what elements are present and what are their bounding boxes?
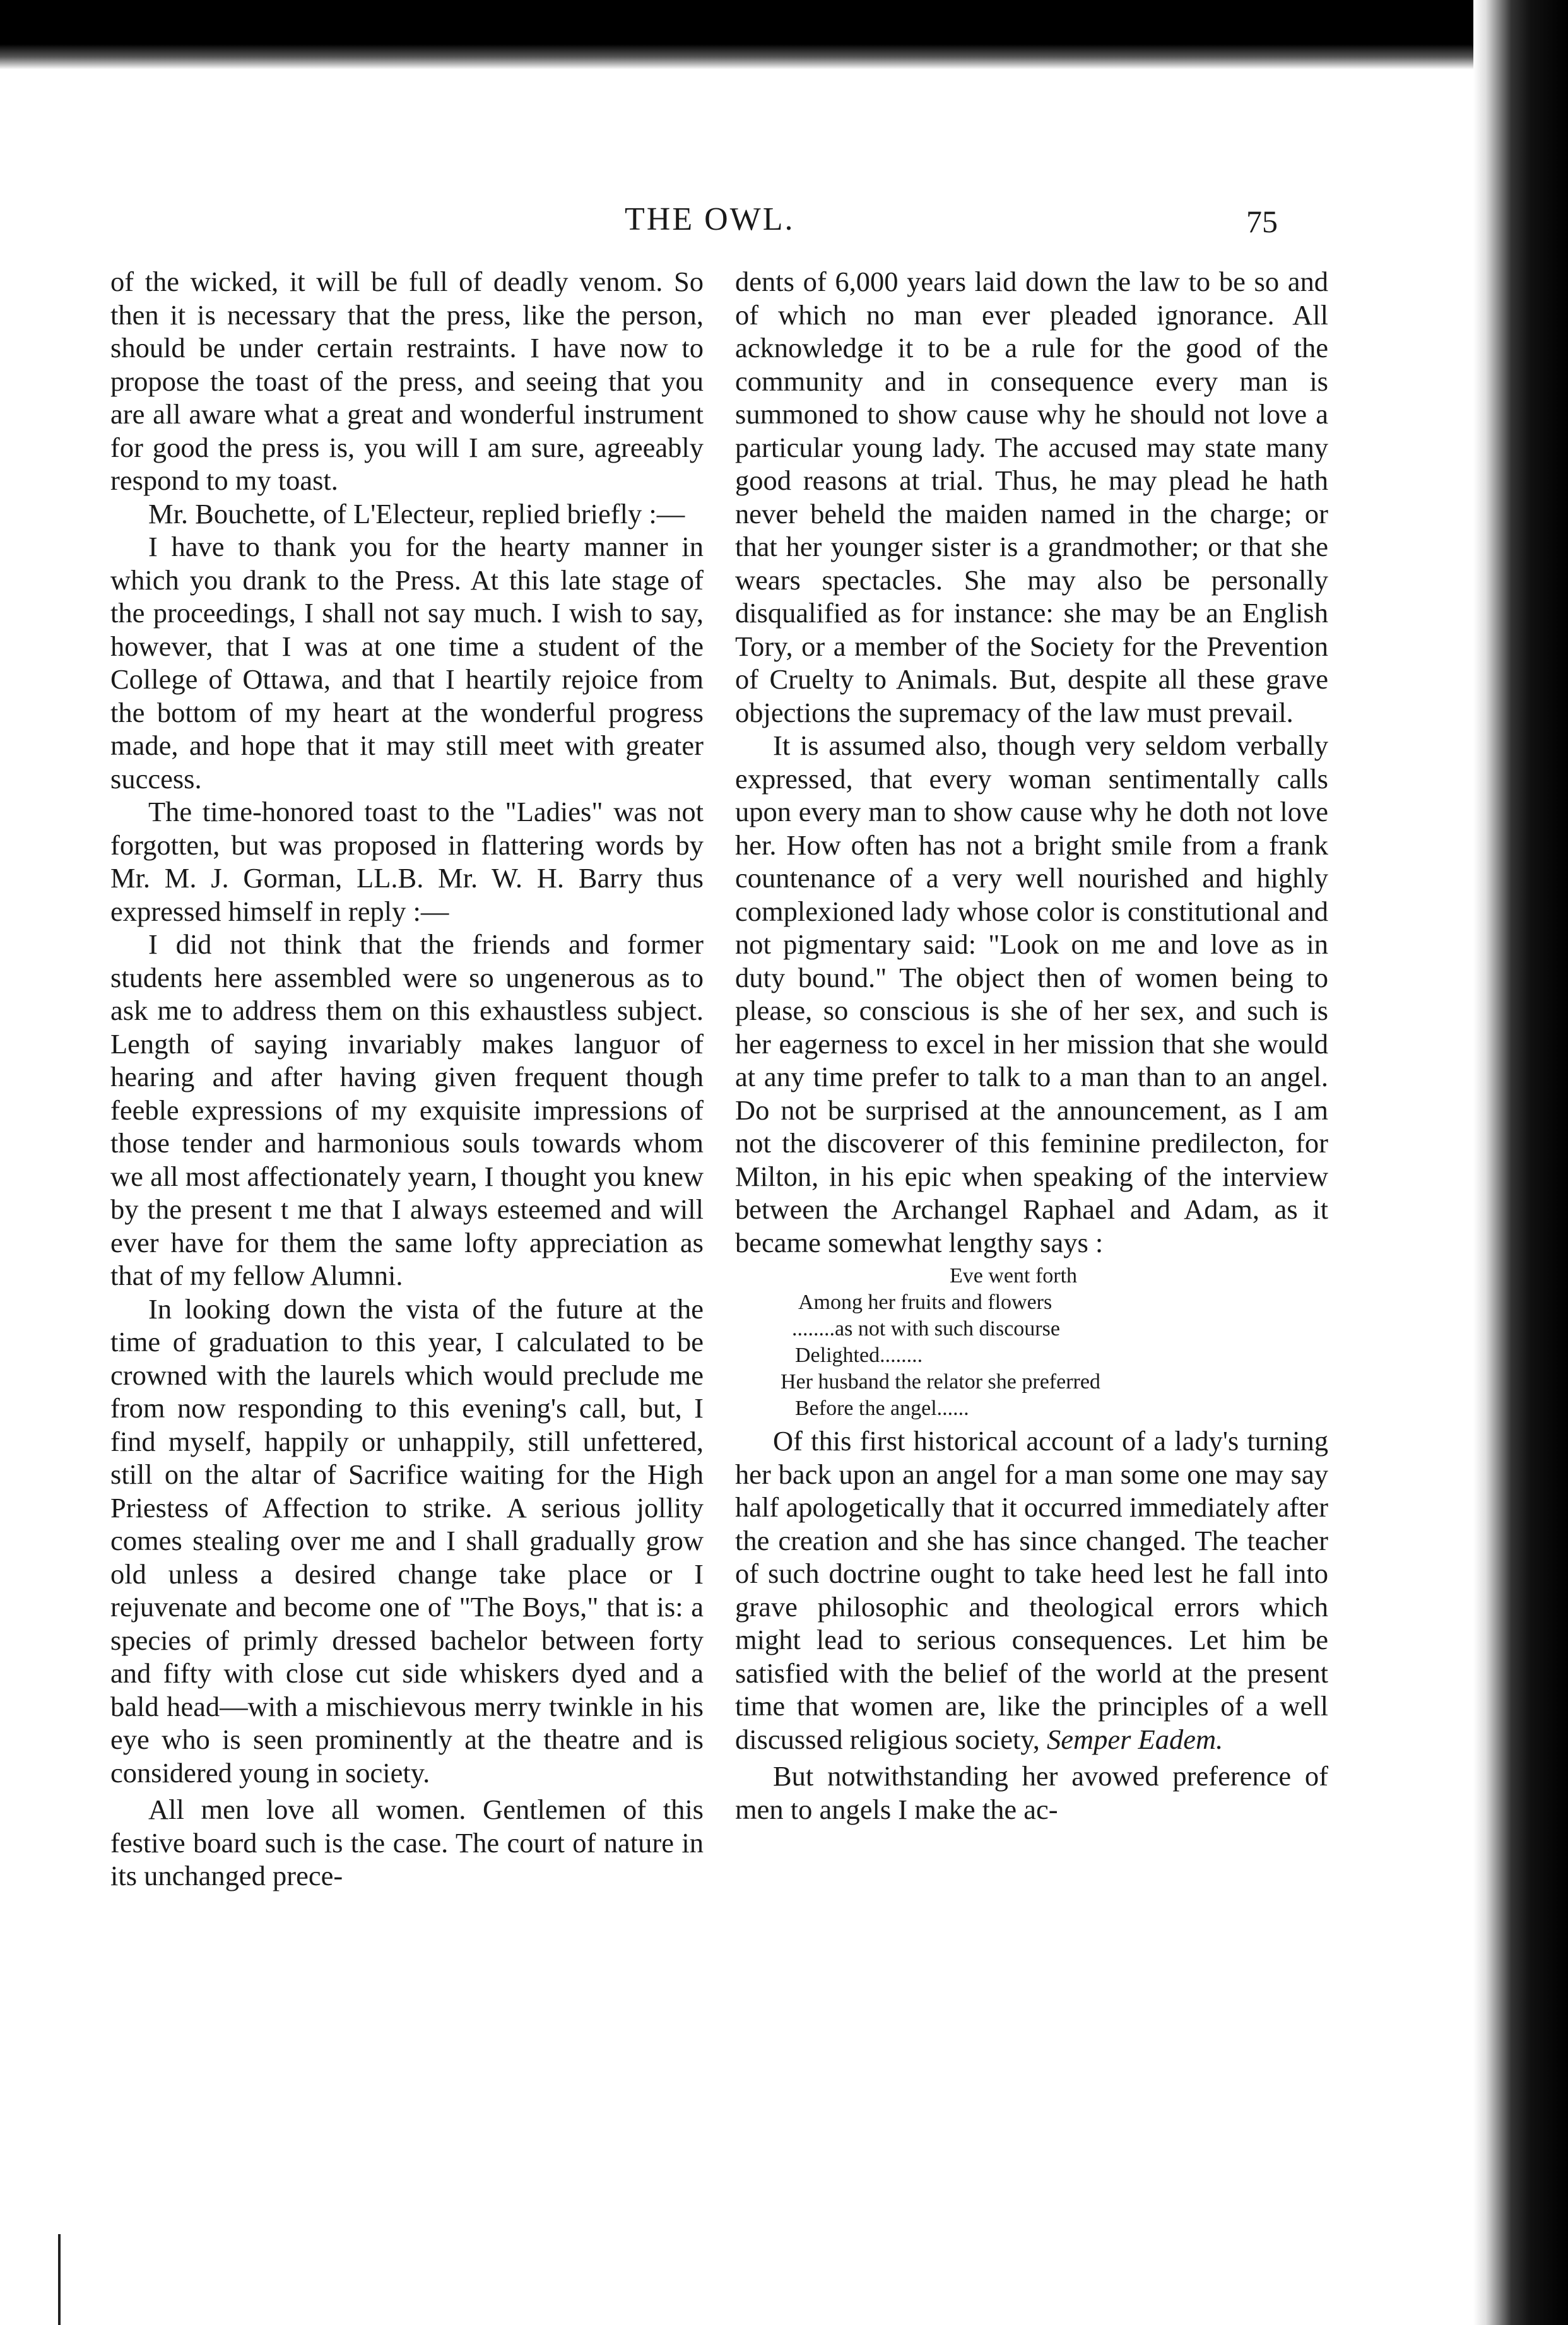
poem-line: Eve went forth bbox=[950, 1264, 1078, 1287]
poem-line: Among her fruits and flowers bbox=[798, 1291, 1052, 1314]
page-header bbox=[0, 201, 1473, 245]
paragraph: The time-honored toast to the "Ladies" was not forgotten, but was proposed in flattering words by Mr. M. J. Gorman, LL.B. Mr. W. H. Barry thus expressed himself in reply :— bbox=[110, 796, 704, 927]
poem-line: Before the angel...... bbox=[795, 1397, 969, 1420]
running-title: THE OWL. bbox=[625, 201, 795, 237]
paragraph: Mr. Bouchette, of L'Electeur, replied briefly :— bbox=[148, 497, 685, 529]
scan-margin-mark bbox=[58, 2234, 61, 2325]
paragraph: It is assumed also, though very seldom verbally expressed, that every woman sentimentally calls upon every man to show cause why he doth not love her. How often has not a bright smile from a frank countenance of a very well nourished and highly complexioned lady whose color is constitutional and not pigmentary said: "Look on me and love as in duty bound." The object then of women being to please, so conscious is she of her sex, and such is her eagerness to excel in her mission that she would at any time prefer to talk to a man than to an angel. Do not be surprised at the announcement, as I am not the discoverer of this feminine predilecton, for Milton, in his epic when speaking of the interview between the Archangel Raphael and Adam, as it became somewhat lengthy says : bbox=[735, 730, 1328, 1258]
paragraph: dents of 6,000 years laid down the law to be so and of which no man ever pleaded ignorance. All acknowledge it to be a rule for the good of the community and in consequence every man is summoned to show cause why he should not love a particular young lady. The accused may state many good reasons at trial. Thus, he may plead he hath never beheld the maiden named in the charge; or that her younger sister is a grandmother; or that she wears spectacles. She may also be personally disqualified as for instance: she may be an English Tory, or a member of the Society for the Prevention of Cruelty to Animals. But, despite all these grave objections the supremacy of the law must prevail. bbox=[735, 266, 1328, 728]
milton-quotation bbox=[735, 1263, 1328, 1422]
paragraph: All men love all women. Gentlemen of this festive board such is the case. The court of nature in its unchanged prece- bbox=[110, 1794, 704, 1891]
paragraph: I did not think that the friends and former students here assembled were so ungenerous as to ask me to address them on this exhaustless subject. Length of saying invariably makes languor of hearing and after having given frequent though feeble expressions of my exquisite impressions of those tender and harmonious souls towards whom we all most affectionately yearn, I thought you knew by the present t me that I always esteemed and will ever have for them the same lofty appreciation as that of my fellow Alumni. bbox=[110, 928, 704, 1291]
poem-line: Delighted........ bbox=[795, 1344, 923, 1367]
paragraph: I have to thank you for the hearty manner in which you drank to the Press. At this late stage of the proceedings, I shall not say much. I wish to say, however, that I was at one time a student of the College of Ottawa, and that I heartily rejoice from the bottom of my heart at the wonderful progress made, and hope that it may still meet with greater success. bbox=[110, 531, 704, 795]
poem-line: Her husband the relator she preferred bbox=[781, 1370, 1100, 1393]
left-column bbox=[110, 265, 704, 1893]
latin-phrase: Semper Eadem. bbox=[1046, 1723, 1223, 1755]
paragraph-text: Of this first historical account of a lady's turning her back upon an angel for a man some one may say half apologetically that it occurred immediately after the creation and she has since changed. The teacher of such doctrine ought to take heed lest he fall into grave philosophic and theological errors which might lead to serious consequences. Let him be satisfied with the belief of the world at the present time that women are, like the principles of a well discussed religious society, bbox=[735, 1425, 1328, 1755]
poem-line: ........as not with such discourse bbox=[792, 1317, 1060, 1340]
page-number: 75 bbox=[1246, 204, 1278, 239]
paragraph: In looking down the vista of the future at the time of graduation to this year, I calculated to be crowned with the laurels which would preclude me from now responding to this evening's call, but, I find myself, happily or unhappily, still unfettered, still on the altar of Sacrifice waiting for the High Priestess of Affection to strike. A serious jollity comes stealing over me and I shall gradually grow old unless a desired change take place or I rejuvenate and become one of "The Boys," that is: a species of primly dressed bachelor between forty and fifty with close cut side whiskers dyed and a bald head—with a mischievous merry twinkle in his eye who is seen prominently at the theatre and is considered young in society. bbox=[110, 1293, 704, 1789]
scan-top-border bbox=[0, 0, 1568, 69]
paragraph bbox=[735, 1424, 1328, 1756]
paragraph: of the wicked, it will be full of deadly venom. So then it is necessary that the press, like the person, should be under certain restraints. I have now to propose the toast of the press, and seeing that you are all aware what a great and wonderful instrument for good the press is, you will I am sure, agreeably respond to my toast. bbox=[110, 266, 704, 496]
scan-binding-edge bbox=[1473, 0, 1568, 2325]
paragraph: But notwithstanding her avowed preference of men to angels I make the ac- bbox=[735, 1760, 1328, 1825]
right-column bbox=[735, 265, 1328, 1826]
